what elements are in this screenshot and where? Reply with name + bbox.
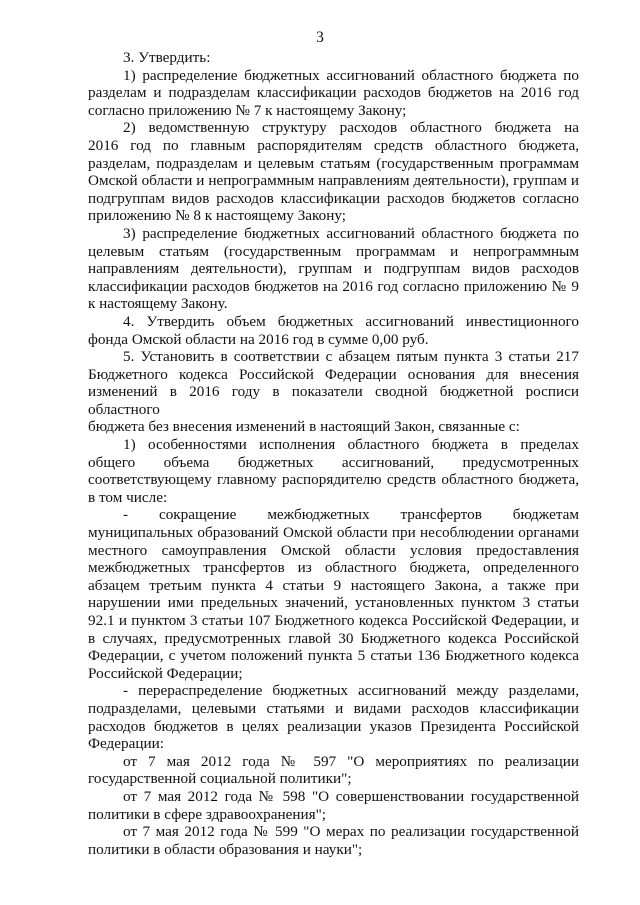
text-line: Бюджетного кодекса Российской Федерации основания для внесения	[88, 365, 579, 383]
text-line: расходов бюджетов в целях реализации указов Президента Российской	[88, 717, 579, 735]
text-line: местного самоуправления Омской области условия предоставления	[88, 541, 579, 559]
text-line: направлениям деятельности), группам и подгруппам видов расходов	[88, 260, 579, 278]
page-number: 3	[316, 29, 324, 46]
text-line: 1) распределение бюджетных ассигнований областного бюджета по	[123, 66, 579, 84]
text-line: 92.1 и пунктом 3 статьи 107 Бюджетного кодекса Российской Федерации, и	[88, 612, 579, 629]
text-line: целевым статьям (государственным программам и непрограммным	[88, 242, 579, 260]
text-line: 2016 год по главным распорядителям средств областного бюджета,	[88, 136, 579, 154]
text-line: разделам, подразделам и целевым статьям (государственным программам	[88, 154, 579, 172]
paragraph	[88, 753, 579, 788]
text-line: 3) распределение бюджетных ассигнований областного бюджета по	[123, 224, 579, 242]
text-line: приложению № 8 к настоящему Закону;	[88, 207, 346, 225]
text-line: общего объема бюджетных ассигнований, предусмотренных	[88, 453, 579, 471]
text-line: к настоящему Закону.	[88, 295, 228, 313]
text-line: соответствующему главному распорядителю средств областного бюджета,	[88, 471, 579, 489]
text-line: государственной социальной политики";	[88, 770, 352, 788]
text-line: Федерации:	[88, 735, 164, 753]
text-line: Федерации, с учетом положений пункта 5 статьи 136 Бюджетного кодекса	[88, 647, 579, 665]
text-line: от 7 мая 2012 года № 597 "О мероприятиях по реализации	[123, 752, 579, 770]
text-line: согласно приложению № 7 к настоящему Закону;	[88, 101, 407, 119]
text-line: абзацем третьим пункта 4 статьи 9 настоящего Закона, а также при	[88, 576, 579, 594]
text-line: Российской Федерации;	[88, 664, 243, 682]
paragraph	[88, 49, 579, 67]
text-line: разделам и подразделам классификации расходов бюджетов на 2016 год	[88, 84, 579, 102]
paragraph	[88, 788, 579, 823]
text-line: Омской области и непрограммным направлениям деятельности), группам и	[88, 172, 579, 190]
paragraph	[88, 348, 579, 436]
paragraph	[88, 823, 579, 858]
text-line: 4. Утвердить объем бюджетных ассигнований инвестиционного	[123, 312, 579, 330]
text-line: изменений в 2016 году в показатели сводной бюджетной росписи областного	[88, 383, 579, 418]
text-line: 2) ведомственную структуру расходов областного бюджета на	[123, 119, 579, 137]
text-line: подразделами, целевыми статьями и видами расходов классификации	[88, 699, 579, 717]
paragraph	[88, 67, 579, 120]
paragraph	[88, 225, 579, 313]
paragraph	[88, 682, 579, 752]
text-line: политики в области образования и науки";	[88, 840, 363, 858]
text-line: в случаях, предусмотренных главой 30 Бюджетного кодекса Российской	[88, 629, 579, 647]
text-line: бюджета без внесения изменений в настоящий Закон, связанные с:	[88, 418, 520, 436]
text-line: от 7 мая 2012 года № 599 "О мерах по реализации государственной	[123, 823, 579, 841]
text-line: муниципальных образований Омской области при несоблюдении органами	[88, 524, 579, 542]
text-line: политики в сфере здравоохранения";	[88, 805, 327, 823]
paragraph	[88, 313, 579, 348]
text-line: подгруппам видов расходов классификации расходов бюджетов согласно	[88, 189, 579, 207]
text-line: нарушении ими предельных значений, установленных пунктом 3 статьи	[88, 594, 579, 612]
document-body	[88, 49, 579, 858]
text-line: - сокращение межбюджетных трансфертов бюджетам	[123, 506, 579, 524]
text-line: в том числе:	[88, 488, 168, 506]
text-line: 5. Установить в соответствии с абзацем пятым пункта 3 статьи 217	[123, 348, 579, 366]
text-line: межбюджетных трансфертов из областного бюджета, определенного	[88, 559, 579, 577]
text-line: 3. Утвердить:	[123, 49, 211, 66]
text-line: - перераспределение бюджетных ассигнований между разделами,	[123, 682, 579, 700]
text-line: фонда Омской области на 2016 год в сумме 0,00 руб.	[88, 330, 429, 348]
text-line: от 7 мая 2012 года № 598 "О совершенствовании государственной	[123, 787, 579, 805]
paragraph	[88, 436, 579, 506]
text-line: классификации расходов бюджетов на 2016 год согласно приложению № 9	[88, 277, 579, 295]
paragraph	[88, 506, 579, 682]
text-line: 1) особенностями исполнения областного бюджета в пределах	[123, 436, 579, 454]
paragraph	[88, 119, 579, 225]
